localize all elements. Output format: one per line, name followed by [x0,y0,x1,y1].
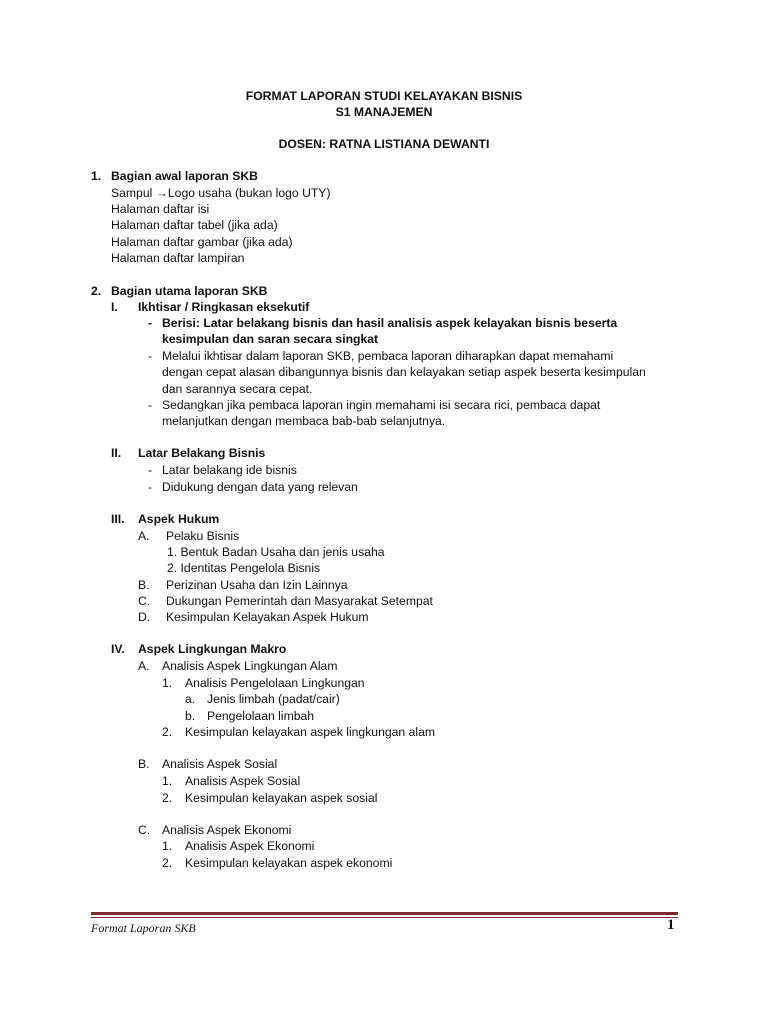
section-1-item: Sampul →Logo usaha (bukan logo UTY) [111,186,331,200]
list-item: 2. Identitas Pengelola Bisnis [167,561,321,575]
list-letter: D. [138,610,151,624]
section-2-number: 2. [91,284,102,298]
bullet-text: dan sarannya secara cepat. [162,382,313,396]
bullet-text: Didukung dengan data yang relevan [162,480,358,494]
list-item: Kesimpulan Kelayakan Aspek Hukum [166,610,369,624]
bullet-dash: - [148,480,153,494]
list-item: Jenis limbah (padat/cair) [207,692,340,706]
list-number: 2. [162,791,173,805]
bullet-text: melanjutkan dengan membaca bab-bab selanjutnya. [162,414,446,428]
list-letter: C. [138,823,151,837]
bullet-dash: - [148,463,153,477]
footer-divider-thin [91,917,678,918]
list-item: Perizinan Usaha dan Izin Lainnya [166,578,348,592]
list-item: Analisis Aspek Ekonomi [185,839,315,853]
list-letter: A. [138,529,150,543]
list-number: 2. [162,725,173,739]
list-number: 1. [162,839,173,853]
list-number: 2. [162,856,173,870]
subsection-ii-number: II. [111,446,122,460]
list-letter: b. [185,709,196,723]
list-letter: A. [138,659,150,673]
subsection-iii-number: III. [111,512,125,526]
subsection-ii-title: Latar Belakang Bisnis [138,446,266,460]
bullet-dash: - [148,316,153,330]
list-item: 1. Bentuk Badan Usaha dan jenis usaha [167,545,385,559]
list-number: 1. [162,676,173,690]
list-item: Kesimpulan kelayakan aspek lingkungan alam [185,725,435,739]
footer-divider [91,912,678,915]
footer-document-name: Format Laporan SKB [91,921,196,935]
subsection-i-number: I. [111,300,118,314]
section-1-item: Halaman daftar lampiran [111,251,245,265]
list-item: Kesimpulan kelayakan aspek sosial [185,791,378,805]
list-item: Pengelolaan limbah [207,709,315,723]
list-item: Pelaku Bisnis [166,529,240,543]
list-letter: C. [138,594,151,608]
bullet-text: Melalui ikhtisar dalam laporan SKB, pembaca laporan diharapkan dapat memahami [162,349,614,363]
bullet-dash: - [148,349,153,363]
list-item: Analisis Aspek Ekonomi [162,823,292,837]
subsection-iv-title: Aspek Lingkungan Makro [138,642,287,656]
list-number: 1. [162,774,173,788]
lecturer-line: DOSEN: RATNA LISTIANA DEWANTI [278,137,490,151]
subsection-iii-title: Aspek Hukum [138,512,220,526]
bullet-text: kesimpulan dan saran secara singkat [162,332,379,346]
list-item: Kesimpulan kelayakan aspek ekonomi [185,856,393,870]
doc-title: FORMAT LAPORAN STUDI KELAYAKAN BISNIS [245,89,523,103]
subsection-i-title: Ikhtisar / Ringkasan eksekutif [138,300,310,314]
subsection-iv-number: IV. [111,642,125,656]
section-1-item: Halaman daftar tabel (jika ada) [111,218,278,232]
list-letter: B. [138,578,150,592]
section-1-item: Halaman daftar gambar (jika ada) [111,235,293,249]
list-item: Analisis Aspek Lingkungan Alam [162,659,338,673]
page-number: 1 [667,917,675,933]
doc-subtitle: S1 MANAJEMEN [335,105,433,119]
section-1-number: 1. [91,169,102,183]
list-letter: a. [185,692,196,706]
bullet-dash: - [148,398,153,412]
list-item: Dukungan Pemerintah dan Masyarakat Setempat [166,594,433,608]
list-item: Analisis Pengelolaan Lingkungan [185,676,365,690]
bullet-text: Berisi: Latar belakang bisnis dan hasil analisis aspek kelayakan bisnis beserta [162,316,618,330]
section-1-item: Halaman daftar isi [111,202,210,216]
list-item: Analisis Aspek Sosial [185,774,301,788]
list-item: Analisis Aspek Sosial [162,757,278,771]
bullet-text: dengan cepat alasan dibangunnya bisnis dan kelayakan setiap aspek beserta kesimpulan [162,365,646,379]
list-letter: B. [138,757,150,771]
bullet-text: Sedangkan jika pembaca laporan ingin memahami isi secara rici, pembaca dapat [162,398,601,412]
bullet-text: Latar belakang ide bisnis [162,463,297,477]
section-2-title: Bagian utama laporan SKB [111,284,268,298]
section-1-title: Bagian awal laporan SKB [111,169,258,183]
